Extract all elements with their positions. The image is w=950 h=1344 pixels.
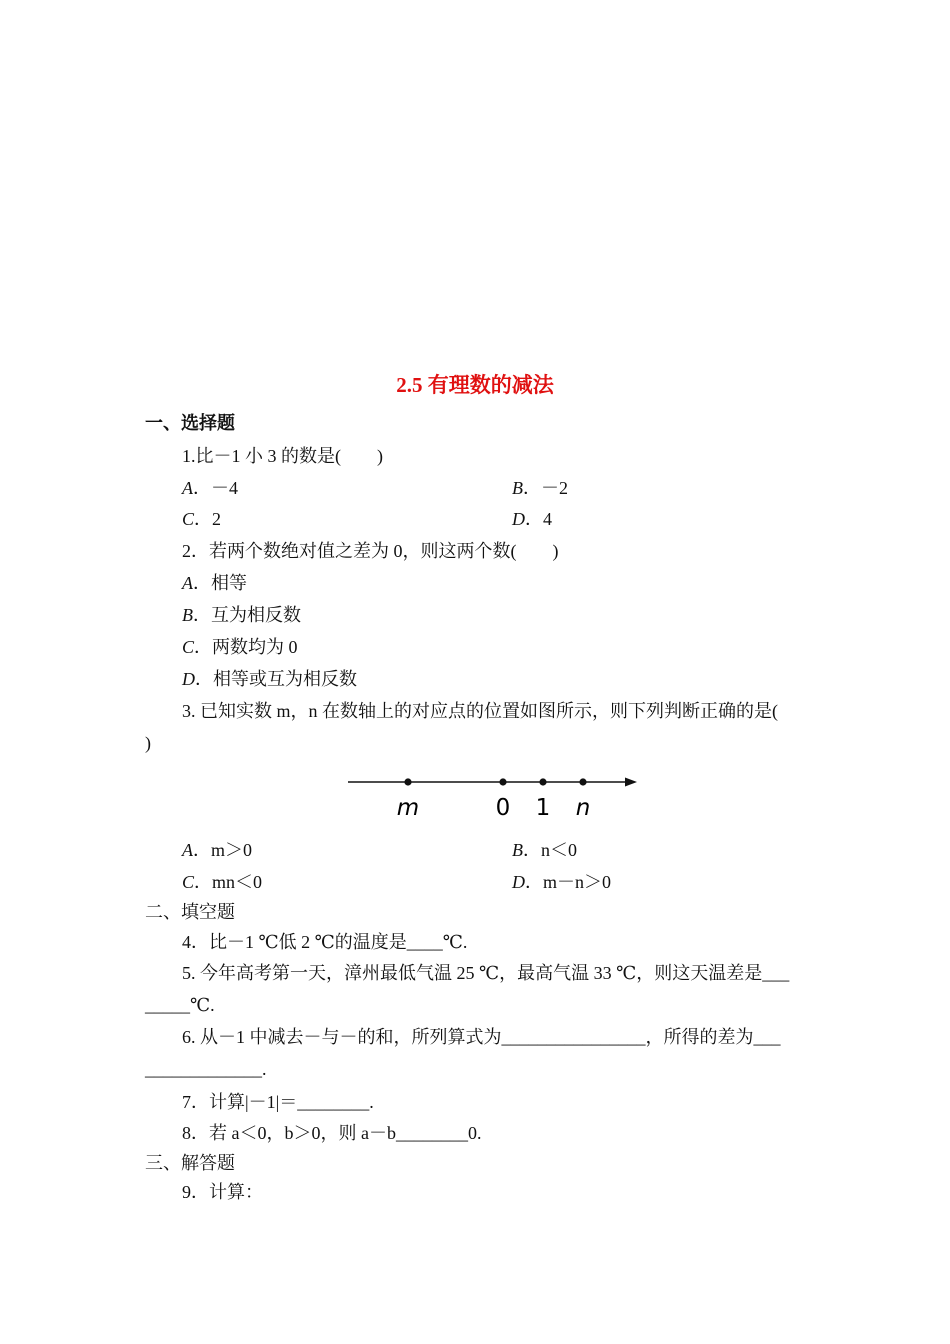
question-8: 8．若 a＜0，b＞0，则 a－b________0. bbox=[182, 1123, 482, 1143]
question-3-option-b bbox=[512, 838, 577, 862]
section-heading-choice: 一、选择题 bbox=[145, 413, 235, 433]
option-text: ．－4 bbox=[193, 478, 238, 498]
option-text: ．mn＜0 bbox=[194, 872, 263, 892]
option-letter: B bbox=[512, 478, 523, 498]
question-6: 6. 从－1 中减去－与－的和，所列算式为________________，所得的差为___ bbox=[182, 1027, 781, 1047]
question-9: 9．计算： bbox=[182, 1182, 263, 1202]
question-4: 4．比－1 ℃低 2 ℃的温度是____℃. bbox=[182, 932, 468, 952]
option-letter: C bbox=[182, 637, 195, 657]
option-letter: B bbox=[182, 605, 193, 625]
option-text: ．互为相反数 bbox=[193, 605, 301, 625]
option-letter: C bbox=[182, 509, 195, 529]
option-text: ．2 bbox=[194, 509, 222, 529]
question-2-option-b bbox=[182, 603, 301, 627]
label-m: m bbox=[396, 795, 420, 821]
option-letter: B bbox=[512, 840, 523, 860]
option-text: ．相等 bbox=[193, 573, 247, 593]
label-one: 1 bbox=[535, 795, 551, 821]
option-letter: C bbox=[182, 872, 195, 892]
number-line-figure bbox=[345, 766, 645, 826]
label-zero: 0 bbox=[495, 795, 511, 821]
option-text: ．4 bbox=[525, 509, 552, 529]
question-3-stem: 3. 已知实数 m，n 在数轴上的对应点的位置如图所示，则下列判断正确的是( bbox=[182, 701, 778, 721]
question-1-stem: 1.比－1 小 3 的数是( ) bbox=[182, 446, 383, 466]
option-text: ．m＞0 bbox=[193, 840, 253, 860]
question-2-option-a bbox=[182, 571, 247, 595]
option-text: ．两数均为 0 bbox=[194, 637, 298, 657]
question-1-option-a bbox=[182, 476, 238, 500]
option-text: ．相等或互为相反数 bbox=[195, 669, 357, 689]
label-n: n bbox=[575, 795, 591, 821]
question-6-continued: _____________. bbox=[145, 1059, 267, 1079]
arrow-head-icon bbox=[625, 778, 637, 787]
point-zero bbox=[499, 778, 506, 785]
question-5: 5. 今年高考第一天，漳州最低气温 25 ℃，最高气温 33 ℃，则这天温差是___ bbox=[182, 963, 790, 983]
question-3-option-d bbox=[512, 870, 611, 894]
question-1-option-c bbox=[182, 507, 221, 531]
question-3-stem-continued: ) bbox=[145, 733, 151, 753]
question-1-option-d bbox=[512, 507, 552, 531]
point-n bbox=[579, 778, 586, 785]
section-heading-solve: 三、解答题 bbox=[145, 1153, 235, 1173]
option-letter: D bbox=[512, 872, 525, 892]
option-letter: A bbox=[182, 573, 193, 593]
option-text: ．n＜0 bbox=[523, 840, 577, 860]
page-title: 2.5 有理数的减法 bbox=[396, 373, 554, 397]
question-5-continued: _____℃. bbox=[145, 995, 215, 1015]
point-m bbox=[404, 778, 411, 785]
option-letter: A bbox=[182, 478, 193, 498]
question-3-option-a bbox=[182, 838, 252, 862]
question-3-option-c bbox=[182, 870, 262, 894]
question-2-option-c bbox=[182, 635, 298, 659]
question-2-stem: 2．若两个数绝对值之差为 0，则这两个数( ) bbox=[182, 541, 559, 561]
option-letter: D bbox=[182, 669, 195, 689]
option-letter: A bbox=[182, 840, 193, 860]
question-2-option-d bbox=[182, 667, 357, 691]
option-text: ．－2 bbox=[523, 478, 568, 498]
option-text: ．m－n＞0 bbox=[525, 872, 612, 892]
question-1-option-b bbox=[512, 476, 568, 500]
option-letter: D bbox=[512, 509, 525, 529]
point-one bbox=[539, 778, 546, 785]
section-heading-fill-in: 二、填空题 bbox=[145, 902, 235, 922]
question-7: 7．计算|－1|＝________. bbox=[182, 1092, 374, 1112]
